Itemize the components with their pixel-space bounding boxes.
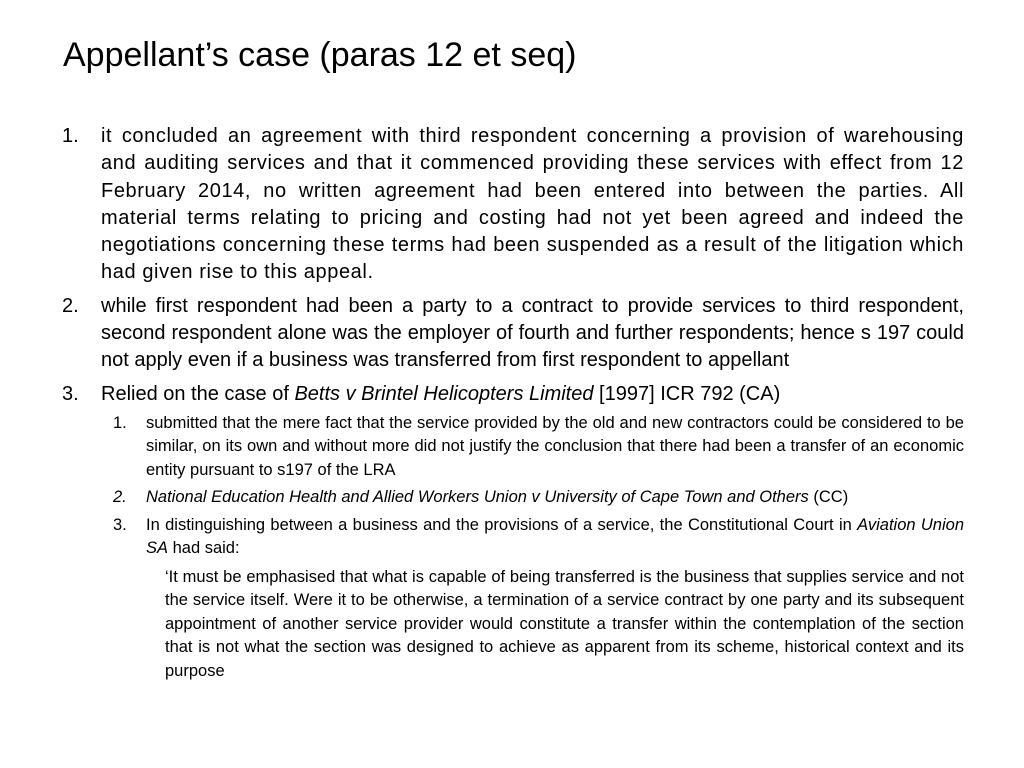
block-quote: ‘It must be emphasised that what is capable of being transferred is the business that supplies service and not the service itself. Were it to be otherwise, a termination of a service contract by one party and its subsequent appointment of another service provider would constitute a transfer within the contemplation of the section that is not what the section was designed to achieve as apparent from its scheme, historical context and its purpose bbox=[165, 567, 964, 680]
sublist-item-number: 1. bbox=[113, 413, 127, 432]
list-item-number: 2. bbox=[62, 294, 79, 317]
case-name: National Education Health and Allied Workers Union v University of Cape Town and Others bbox=[146, 488, 809, 507]
list-item-text: while first respondent had been a party to a contract to provide services to third respondent, second respondent alone was the employer of fourth and further respondents; hence s 197 could not apply even if a business was transferred from first respondent to appellant bbox=[101, 294, 964, 372]
text-before-case: Relied on the case of bbox=[101, 382, 295, 405]
list-item-1 bbox=[62, 123, 964, 287]
slide-content bbox=[62, 123, 964, 683]
list-item-2 bbox=[62, 293, 964, 375]
text-before-case: In distinguishing between a business and the provisions of a service, the Constitutional Court in bbox=[146, 515, 858, 534]
list-item-number: 3. bbox=[62, 382, 79, 405]
list-item-text: it concluded an agreement with third respondent concerning a provision of warehousing and auditing services and that it commenced providing these services with effect from 12 February 2014, no written agreement had been entered into between the parties. All material terms relating to pricing and costing had not yet been agreed and indeed the negotiations concerning these terms had been suspended as a result of the litigation which had given rise to this appeal. bbox=[101, 125, 964, 284]
sublist-item-number: 2. bbox=[113, 488, 127, 507]
slide-title: Appellant’s case (paras 12 et seq) bbox=[63, 36, 577, 74]
sublist-item-text: submitted that the mere fact that the service provided by the old and new contractors could be considered to be similar, on its own and without more did not justify the conclusion that there had been a transfer of an economic entity pursuant to s197 of the LRA bbox=[146, 413, 964, 479]
case-citation: (CC) bbox=[808, 488, 849, 507]
list-item-text bbox=[101, 383, 780, 405]
case-name: Aviation Union SA bbox=[146, 515, 964, 558]
sublist-item-text bbox=[146, 516, 964, 558]
case-name: Betts v Brintel Helicopters Limited bbox=[294, 382, 594, 405]
text-after-case: had said: bbox=[168, 539, 240, 558]
list-item-number: 1. bbox=[62, 125, 79, 147]
sublist-item-1 bbox=[113, 412, 964, 483]
sublist bbox=[62, 412, 964, 684]
sublist-item-number: 3. bbox=[113, 515, 127, 534]
list-item-3 bbox=[62, 381, 964, 408]
sublist-item-text bbox=[146, 488, 848, 506]
sublist-item-3 bbox=[113, 514, 964, 561]
sublist-item-2 bbox=[113, 486, 964, 510]
case-citation: [1997] ICR 792 (CA) bbox=[593, 382, 781, 405]
